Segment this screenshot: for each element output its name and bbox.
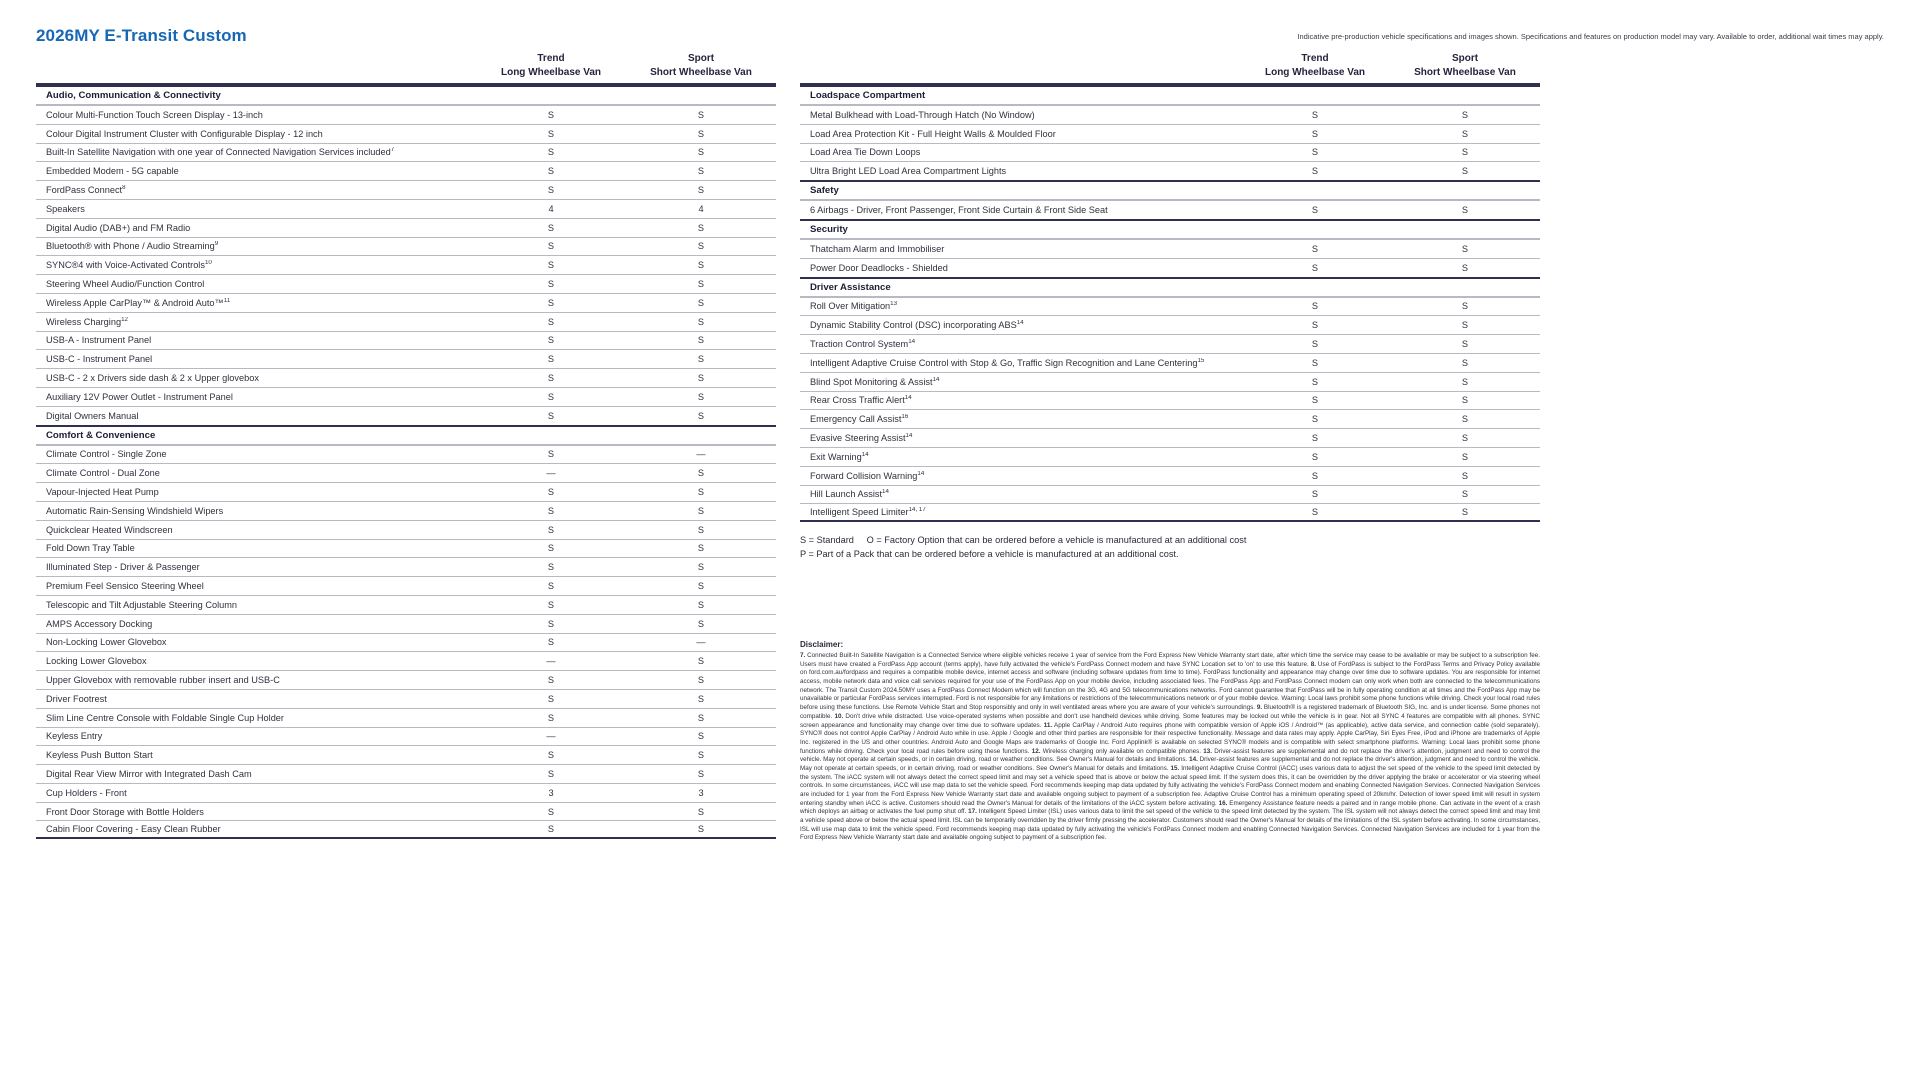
table-row: [800, 124, 1540, 143]
column-header-row-left: [36, 52, 776, 83]
footnote-marker: 11: [223, 297, 231, 304]
value-trend: S: [1311, 301, 1319, 312]
table-row: [800, 200, 1540, 219]
feature-label: Load Area Tie Down Loops: [810, 147, 921, 158]
value-trend: S: [547, 712, 555, 723]
table-row: [800, 503, 1540, 522]
feature-label: Load Area Protection Kit - Full Height Walls & Moulded Floor: [810, 128, 1056, 139]
value-sport: S: [1461, 489, 1469, 500]
table-row: [36, 255, 776, 274]
table-row: [800, 315, 1540, 334]
section-header-row: [800, 180, 1540, 200]
table-row: [36, 331, 776, 350]
legend-line-standard: S = Standard O = Factory Option that can be ordered before a vehicle is manufactured at an additional cost: [800, 535, 1247, 545]
value-trend: S: [1311, 489, 1319, 500]
value-sport: S: [697, 581, 705, 592]
value-sport: S: [697, 279, 705, 290]
table-row: [36, 387, 776, 406]
section-header-row: [800, 219, 1540, 239]
value-sport: 3: [698, 787, 704, 798]
table-row: [800, 372, 1540, 391]
section-header-row: [800, 85, 1540, 105]
feature-label: Climate Control - Single Zone: [46, 449, 167, 460]
column-header-trend-line1: Trend: [537, 53, 565, 64]
table-row: [36, 764, 776, 783]
value-trend: S: [547, 185, 555, 196]
value-sport: S: [697, 335, 705, 346]
feature-label: Front Door Storage with Bottle Holders: [46, 806, 204, 817]
feature-label: Keyless Push Button Start: [46, 750, 153, 761]
feature-label: Colour Multi-Function Touch Screen Display - 13-inch: [46, 109, 263, 120]
feature-label: Ultra Bright LED Load Area Compartment Lights: [810, 166, 1007, 177]
value-trend: S: [547, 675, 555, 685]
value-trend: S: [1311, 339, 1319, 350]
value-trend: S: [1311, 470, 1319, 481]
value-trend: S: [1311, 262, 1319, 273]
table-row: [36, 312, 776, 331]
footnote-number: 16.: [1218, 799, 1228, 807]
table-row: [36, 124, 776, 143]
column-header-sport-line1: Sport: [1451, 53, 1479, 64]
feature-label: Vapour-Injected Heat Pump: [46, 487, 159, 498]
value-sport: S: [697, 222, 705, 233]
value-sport: S: [697, 712, 705, 723]
value-sport: S: [697, 241, 705, 252]
column-header-trend-line1: Trend: [1301, 53, 1329, 64]
value-sport: S: [697, 806, 705, 817]
feature-label: Driver Footrest: [46, 693, 107, 704]
column-header-sport-line2: Short Wheelbase Van: [650, 66, 752, 78]
table-row: [36, 614, 776, 633]
value-sport: S: [697, 618, 705, 629]
footnote-marker: 14: [1016, 320, 1024, 327]
table-row: [800, 239, 1540, 258]
value-sport: S: [697, 354, 705, 365]
value-sport: 4: [698, 203, 704, 214]
column-header-sport-line2: Short Wheelbase Van: [1414, 66, 1516, 78]
table-row: [36, 820, 776, 839]
page-title: 2026MY E-Transit Custom: [36, 26, 247, 45]
table-row: [800, 105, 1540, 124]
table-row: [800, 353, 1540, 372]
footnote-marker: 9: [214, 241, 219, 248]
value-trend: —: [546, 468, 556, 479]
table-row: [800, 391, 1540, 410]
footnote-marker: 7: [390, 147, 395, 154]
table-row: [36, 633, 776, 652]
value-trend: S: [547, 166, 555, 177]
value-sport: S: [697, 185, 705, 196]
table-row: [36, 463, 776, 482]
table-row: [36, 368, 776, 387]
table-row: [36, 557, 776, 576]
table-row: [800, 485, 1540, 504]
footnote-number: 7.: [800, 652, 806, 659]
section-header-row: [36, 85, 776, 105]
section-header-label: Loadspace Compartment: [810, 90, 926, 101]
footnote-marker: 16: [901, 414, 909, 421]
value-trend: S: [1311, 376, 1319, 387]
value-sport: S: [697, 505, 705, 516]
value-trend: S: [1311, 128, 1319, 139]
table-row: [36, 274, 776, 293]
value-trend: S: [547, 147, 555, 158]
value-sport: S: [1461, 414, 1469, 425]
feature-label: SYNC®4 with Voice-Activated Controls$^{10}$: [46, 260, 212, 271]
section-header-label: Safety: [810, 185, 839, 197]
value-sport: S: [697, 824, 705, 835]
column-header-trend: [476, 52, 626, 79]
table-row: [36, 180, 776, 199]
value-trend: S: [547, 373, 555, 384]
feature-label: USB-C - Instrument Panel: [46, 354, 153, 365]
feature-label: Telescopic and Tilt Adjustable Steering Column: [46, 599, 238, 610]
value-sport: S: [697, 468, 705, 479]
value-trend: S: [1311, 433, 1319, 444]
section-header-label: Driver Assistance: [810, 281, 891, 293]
value-sport: S: [1461, 320, 1469, 331]
value-sport: S: [1461, 376, 1469, 387]
feature-label: Roll Over Mitigation$^{13}$: [810, 301, 898, 312]
table-row: [36, 237, 776, 256]
footnote-marker: 12: [121, 316, 128, 323]
value-trend: S: [547, 768, 555, 779]
value-trend: S: [547, 581, 555, 592]
table-row: [36, 783, 776, 802]
value-sport: S: [1461, 433, 1469, 444]
value-trend: S: [1311, 395, 1319, 406]
value-trend: S: [547, 524, 555, 535]
feature-label: USB-A - Instrument Panel: [46, 335, 152, 346]
feature-label: Thatcham Alarm and Immobiliser: [810, 243, 945, 254]
value-sport: S: [697, 524, 705, 535]
section-header-label: Comfort & Convenience: [46, 429, 156, 441]
table-row: [36, 445, 776, 464]
value-trend: S: [1311, 166, 1319, 177]
feature-label: Climate Control - Dual Zone: [46, 468, 160, 479]
feature-label: Digital Audio (DAB+) and FM Radio: [46, 222, 191, 233]
value-trend: S: [547, 297, 555, 308]
table-row: [800, 428, 1540, 447]
column-header-row-right: [800, 52, 1540, 83]
value-trend: S: [547, 260, 555, 271]
value-trend: S: [547, 750, 555, 761]
footnote-number: 10.: [834, 712, 844, 720]
feature-label: Wireless Charging$^{12}$: [46, 316, 128, 327]
feature-label: Illuminated Step - Driver & Passenger: [46, 562, 200, 573]
value-trend: 4: [548, 203, 554, 214]
value-sport: S: [1461, 339, 1469, 350]
feature-label: Cup Holders - Front: [46, 787, 127, 798]
footnote-number: 14.: [1189, 756, 1198, 764]
value-trend: —: [546, 731, 556, 742]
table-row: [36, 406, 776, 425]
table-row: [36, 727, 776, 746]
feature-label: Non-Locking Lower Glovebox: [46, 637, 167, 648]
spec-table-left: [36, 52, 776, 839]
table-row: [36, 143, 776, 162]
table-row: [36, 293, 776, 312]
table-row: [36, 708, 776, 727]
footnote-number: 15.: [1170, 764, 1180, 772]
value-sport: S: [1461, 301, 1469, 312]
legend-line-pack: P = Part of a Pack that can be ordered before a vehicle is manufactured at an additional cost.: [800, 548, 1179, 559]
legend: [800, 534, 1420, 562]
feature-label: AMPS Accessory Docking: [46, 618, 153, 629]
disclaimer-body: 7. Connected Built-In Satellite Navigation is a Connected Service where eligible vehicles receive 1 year of service from the Ford Express New Vehicle Warranty start date, after which time the service may cease to be available or may be subject to a subscription fee. Users must have created a FordPass App account (terms apply), have fully activated the vehicle's FordPass Connect modem and have SYNC Location set to 'on' to use this feature. 8. Use of FordPass is subject to the FordPass Terms and Privacy Policy available on ford.com.au/fordpass and requires a compatible mobile device, internet access and software (including software updates from time to time). FordPass functionality and appearance may change over time due to software updates. You are responsible for internet access, mobile network data and voice call services required for your use of the FordPass App on your mobile device, including associated fees. The FordPass App and FordPass Connect modem can only work when both are connected to the telecommunications network. The Transit Custom 2024.50MY uses a FordPass Connect Modem which will function on the 3G, 4G and 5G telecommunications networks. Ford cannot guarantee that FordPass will be in fully operating condition at all times and the FordPass App may be unavailable or particular FordPass services interrupted. Ford is not responsible for any limitations or restrictions of the telecommunications network or of your mobile device. Warning: Local laws prohibit some phone functions while driving. Check your local road rules before using these functions. Use Remote Vehicle Start and Stop responsibly and only in well ventilated areas where you are aware of your vehicle's surroundings. 9. Bluetooth® is a registered trademark of Bluetooth SIG, Inc. and is under license. Some phones not compatible. 10. Don't drive while distracted. Use voice-operated systems when possible and don't use handheld devices while driving. Some features may be locked out while the vehicle is in gear. Not all SYNC 4 features are compatible with all phones. SYNC screen appearance and functionality may change over time due to software updates. 11. Apple CarPlay / Android Auto requires phone with compatible version of Apple iOS / Android™ (as applicable), active data service, and connection cable (sold separately). SYNC® does not control Apple CarPlay / Android Auto while in use. Apple / Google and other third parties are responsible for their respective functionality. Message and data rates may apply. Apple CarPlay, Siri Eyes Free, iPod and iPhone are trademarks of Apple Inc. registered in the US and other countries. Android Auto and Google Maps are trademarks of Google Inc. Ford Applink® is available on selected SYNC® models and is compatible with select smartphone platforms. Warning: Local laws prohibit some phone functions while driving. Check your local road rules before using these functions. 12. Wireless charging only available on compatible phones. 13. Driver-assist features are supplemental and do not replace the driver's attention, judgment and need to control the vehicle. May not operate at certain speeds, or in certain driving, road or weather conditions. See Owner's Manual for details and limitations. 14. Driver-assist features are supplemental and do not replace the driver's attention, judgment and need to control the vehicle. May not operate at certain speeds, or in certain driving, road or weather conditions. See Owner's Manual for details and limitations. 15. Intelligent Adaptive Cruise Control (iACC) uses various data to adjust the set speed of the vehicle to the speed limit detected by the system. The iACC system will not always detect the correct speed limit and may set a vehicle speed that is above or below the actual speed limit. If the system does this, it can be overridden by the driver applying the brake or accelerator or via steering wheel controls. In some circumstances, iACC will use map data to set the vehicle speed. Ford recommends keeping map data updated by fully activating the vehicle's FordPass Connect modem and enabling Connected Navigation Services. Connected Navigation Services are included for 1 year from the Ford Express New Vehicle Warranty start date and available ongoing subject to payment of a subscription fee. Adaptive Cruise Control has a minimum operating speed of 20km/hr. Detection of lower speed limit will result in system entering standby when iACC is active. Customers should read the Owner's Manual for details of the limitations of the iACC system before activating. 16. Emergency Assistance feature needs a paired and in range mobile phone. Can activate in the event of a crash which deploys an airbag or activates the fuel pump shut off. 17. Intelligent Speed Limiter (ISL) uses various data to limit the set speed of the vehicle to the speed limit detected by the system. The ISL system will not always detect the correct speed limit and may limit a vehicle speed above or below the actual speed limit. ISL can be temporarily overridden by the driver firmly pressing the accelerator. Customers should read the Owner's Manual for details of the limitations of the ISL system before activating. In some circumstances, ISL will use map data to limit the vehicle speed. Ford recommends keeping map data updated by fully activating the vehicle's FordPass Connect modem and enabling Connected Navigation Services. Connected Navigation Services are included for 1 year from the Ford Express New Vehicle Warranty start date and available ongoing subject to payment of a subscription fee.: [800, 652, 1541, 842]
table-row: [800, 409, 1540, 428]
footnote-marker: 14: [861, 451, 869, 458]
value-trend: S: [547, 410, 555, 421]
footnote-marker: 14, 17: [908, 507, 926, 514]
table-row: [800, 297, 1540, 316]
value-trend: S: [547, 335, 555, 346]
value-sport: S: [697, 147, 705, 158]
feature-label: Rear Cross Traffic Alert$^{14}$: [810, 395, 912, 406]
value-sport: S: [697, 543, 705, 554]
value-trend: S: [547, 316, 555, 327]
value-trend: —: [546, 656, 556, 667]
value-sport: S: [697, 128, 705, 139]
section-header-label: Audio, Communication & Connectivity: [46, 90, 221, 101]
table-row: [36, 161, 776, 180]
value-sport: S: [697, 166, 705, 177]
footnote-number: 9.: [1256, 704, 1263, 712]
value-sport: S: [697, 260, 705, 271]
table-row: [800, 143, 1540, 162]
value-sport: S: [1461, 243, 1469, 254]
footnote-marker: 13: [890, 301, 898, 308]
value-sport: S: [697, 693, 705, 704]
feature-label: Cabin Floor Covering - Easy Clean Rubber: [46, 824, 221, 835]
value-trend: S: [547, 543, 555, 554]
table-row: [800, 258, 1540, 277]
value-trend: S: [547, 806, 555, 817]
indicative-note: Indicative pre-production vehicle specifications and images shown. Specifications and features on production model may vary. Available to order, additional wait times may apply.: [1297, 32, 1884, 41]
footnote-marker: 14: [908, 339, 916, 345]
feature-label: 6 Airbags - Driver, Front Passenger, Front Side Curtain & Front Side Seat: [810, 205, 1108, 216]
feature-label: Metal Bulkhead with Load-Through Hatch (No Window): [810, 109, 1035, 120]
value-sport: S: [697, 731, 705, 742]
feature-label: Speakers: [46, 203, 85, 214]
feature-label: Exit Warning$^{14}$: [810, 451, 869, 462]
feature-label: Bluetooth® with Phone / Audio Streaming$^9$: [46, 241, 219, 252]
feature-label: Intelligent Speed Limiter$^{14, 17}$: [810, 507, 926, 518]
spec-rows-left: [36, 85, 776, 839]
feature-label: Slim Line Centre Console with Foldable Single Cup Holder: [46, 712, 284, 723]
value-trend: S: [547, 693, 555, 704]
feature-label: Colour Digital Instrument Cluster with Configurable Display - 12 inch: [46, 128, 323, 139]
value-trend: S: [547, 391, 555, 402]
value-sport: —: [696, 449, 706, 460]
value-trend: S: [1311, 451, 1319, 462]
table-row: [800, 447, 1540, 466]
value-trend: S: [1311, 243, 1319, 254]
column-header-trend-line2: Long Wheelbase Van: [500, 66, 602, 78]
footnote-marker: 15: [1197, 357, 1205, 364]
value-trend: S: [547, 241, 555, 252]
value-trend: S: [1311, 320, 1319, 331]
column-header-sport: [626, 52, 776, 79]
footnote-marker: 14: [905, 433, 913, 439]
table-row: [36, 482, 776, 501]
value-sport: S: [697, 656, 705, 667]
footnote-marker: 14: [904, 395, 912, 402]
feature-label: Emergency Call Assist$^{16}$: [810, 414, 909, 425]
value-trend: S: [547, 618, 555, 629]
value-sport: S: [697, 599, 705, 610]
value-sport: S: [697, 316, 705, 327]
feature-label: Premium Feel Sensico Steering Wheel: [46, 581, 204, 592]
feature-label: FordPass Connect$^8$: [46, 185, 126, 196]
feature-label: Steering Wheel Audio/Function Control: [46, 279, 205, 290]
feature-label: Intelligent Adaptive Cruise Control with Stop & Go, Traffic Sign Recognition and Lane Centering$^{15}$: [810, 357, 1205, 368]
value-sport: S: [1461, 109, 1469, 120]
value-trend: S: [547, 279, 555, 290]
table-row: [800, 161, 1540, 180]
feature-label: Automatic Rain-Sensing Windshield Wipers: [46, 505, 224, 516]
value-trend: S: [547, 562, 555, 573]
table-row: [36, 651, 776, 670]
value-trend: S: [547, 354, 555, 365]
value-sport: S: [1461, 470, 1469, 481]
value-trend: S: [1311, 205, 1319, 216]
feature-label: Power Door Deadlocks - Shielded: [810, 262, 948, 273]
value-sport: S: [697, 750, 705, 761]
section-header-label: Security: [810, 223, 848, 235]
table-row: [800, 466, 1540, 485]
value-sport: S: [697, 109, 705, 120]
feature-label: Keyless Entry: [46, 731, 103, 742]
feature-label: Digital Owners Manual: [46, 410, 139, 421]
value-sport: S: [697, 391, 705, 402]
value-sport: S: [697, 297, 705, 308]
table-row: [36, 520, 776, 539]
spec-table-right: [800, 52, 1540, 522]
value-sport: S: [697, 410, 705, 421]
table-row: [36, 199, 776, 218]
value-sport: S: [697, 487, 705, 498]
table-row: [36, 689, 776, 708]
column-header-trend: [1240, 52, 1390, 79]
value-trend: S: [1311, 414, 1319, 425]
value-sport: S: [697, 675, 705, 685]
footnote-marker: 10: [204, 260, 212, 267]
table-row: [36, 745, 776, 764]
column-header-trend-line2: Long Wheelbase Van: [1264, 66, 1366, 78]
feature-label: Fold Down Tray Table: [46, 543, 135, 554]
value-sport: S: [1461, 147, 1469, 158]
feature-label: Forward Collision Warning$^{14}$: [810, 470, 925, 481]
feature-label: Upper Glovebox with removable rubber insert and USB-C: [46, 675, 280, 685]
disclaimer-title: Disclaimer:: [800, 640, 844, 649]
value-trend: S: [547, 128, 555, 139]
footnote-marker: 14: [882, 489, 889, 496]
value-trend: S: [547, 222, 555, 233]
value-trend: S: [547, 109, 555, 120]
value-trend: S: [1311, 109, 1319, 120]
table-row: [36, 576, 776, 595]
value-trend: S: [547, 637, 555, 648]
table-row: [36, 595, 776, 614]
value-sport: S: [1461, 166, 1469, 177]
table-row: [36, 802, 776, 821]
feature-label: Blind Spot Monitoring & Assist$^{14}$: [810, 376, 940, 387]
value-sport: S: [697, 768, 705, 779]
feature-label: Wireless Apple CarPlay™ & Android Auto™$^{11}$: [46, 297, 231, 308]
value-trend: S: [547, 487, 555, 498]
table-row: [36, 349, 776, 368]
footnote-number: 8.: [1310, 660, 1316, 668]
footnote-marker: 14: [932, 376, 940, 383]
value-sport: S: [697, 562, 705, 573]
value-sport: S: [1461, 128, 1469, 139]
feature-label: Dynamic Stability Control (DSC) incorporating ABS$^{14}$: [810, 320, 1024, 331]
table-row: [36, 670, 776, 689]
footnote-number: 13.: [1203, 747, 1213, 755]
value-sport: S: [1461, 205, 1469, 216]
table-row: [36, 105, 776, 124]
feature-label: Evasive Steering Assist$^{14}$: [810, 433, 913, 444]
table-row: [36, 218, 776, 237]
footnote-marker: 8: [122, 185, 126, 192]
section-header-row: [800, 277, 1540, 297]
table-row: [800, 334, 1540, 353]
table-row: [36, 501, 776, 520]
value-sport: S: [1461, 395, 1469, 406]
value-trend: S: [547, 449, 555, 460]
value-trend: S: [547, 824, 555, 835]
table-row: [36, 539, 776, 558]
value-trend: S: [1311, 507, 1319, 518]
column-header-sport: [1390, 52, 1540, 79]
value-trend: S: [547, 599, 555, 610]
feature-label: Embedded Modem - 5G capable: [46, 166, 179, 177]
section-header-row: [36, 425, 776, 445]
feature-label: Locking Lower Glovebox: [46, 656, 147, 667]
feature-label: Auxiliary 12V Power Outlet - Instrument Panel: [46, 391, 233, 402]
footnote-marker: 14: [917, 470, 925, 477]
footnote-number: 11.: [1043, 721, 1053, 729]
footnote-number: 17.: [968, 808, 977, 816]
value-trend: S: [547, 505, 555, 516]
footnote-number: 12.: [1031, 747, 1041, 755]
feature-label: Built-In Satellite Navigation with one year of Connected Navigation Services included$^7$: [46, 147, 395, 158]
spec-rows-right: [800, 85, 1540, 522]
feature-label: Quickclear Heated Windscreen: [46, 524, 173, 535]
value-sport: S: [1461, 357, 1469, 368]
feature-label: USB-C - 2 x Drivers side dash & 2 x Upper glovebox: [46, 373, 259, 384]
column-header-sport-line1: Sport: [687, 53, 715, 64]
value-sport: S: [1461, 451, 1469, 462]
value-sport: S: [1461, 507, 1469, 518]
value-trend: S: [1311, 147, 1319, 158]
value-sport: —: [696, 637, 706, 648]
value-sport: S: [1461, 262, 1469, 273]
feature-label: Digital Rear View Mirror with Integrated Dash Cam: [46, 768, 252, 779]
value-trend: S: [1311, 357, 1319, 368]
value-trend: 3: [548, 787, 554, 798]
feature-label: Traction Control System$^{14}$: [810, 339, 916, 350]
feature-label: Hill Launch Assist$^{14}$: [810, 489, 889, 500]
value-sport: S: [697, 373, 705, 384]
